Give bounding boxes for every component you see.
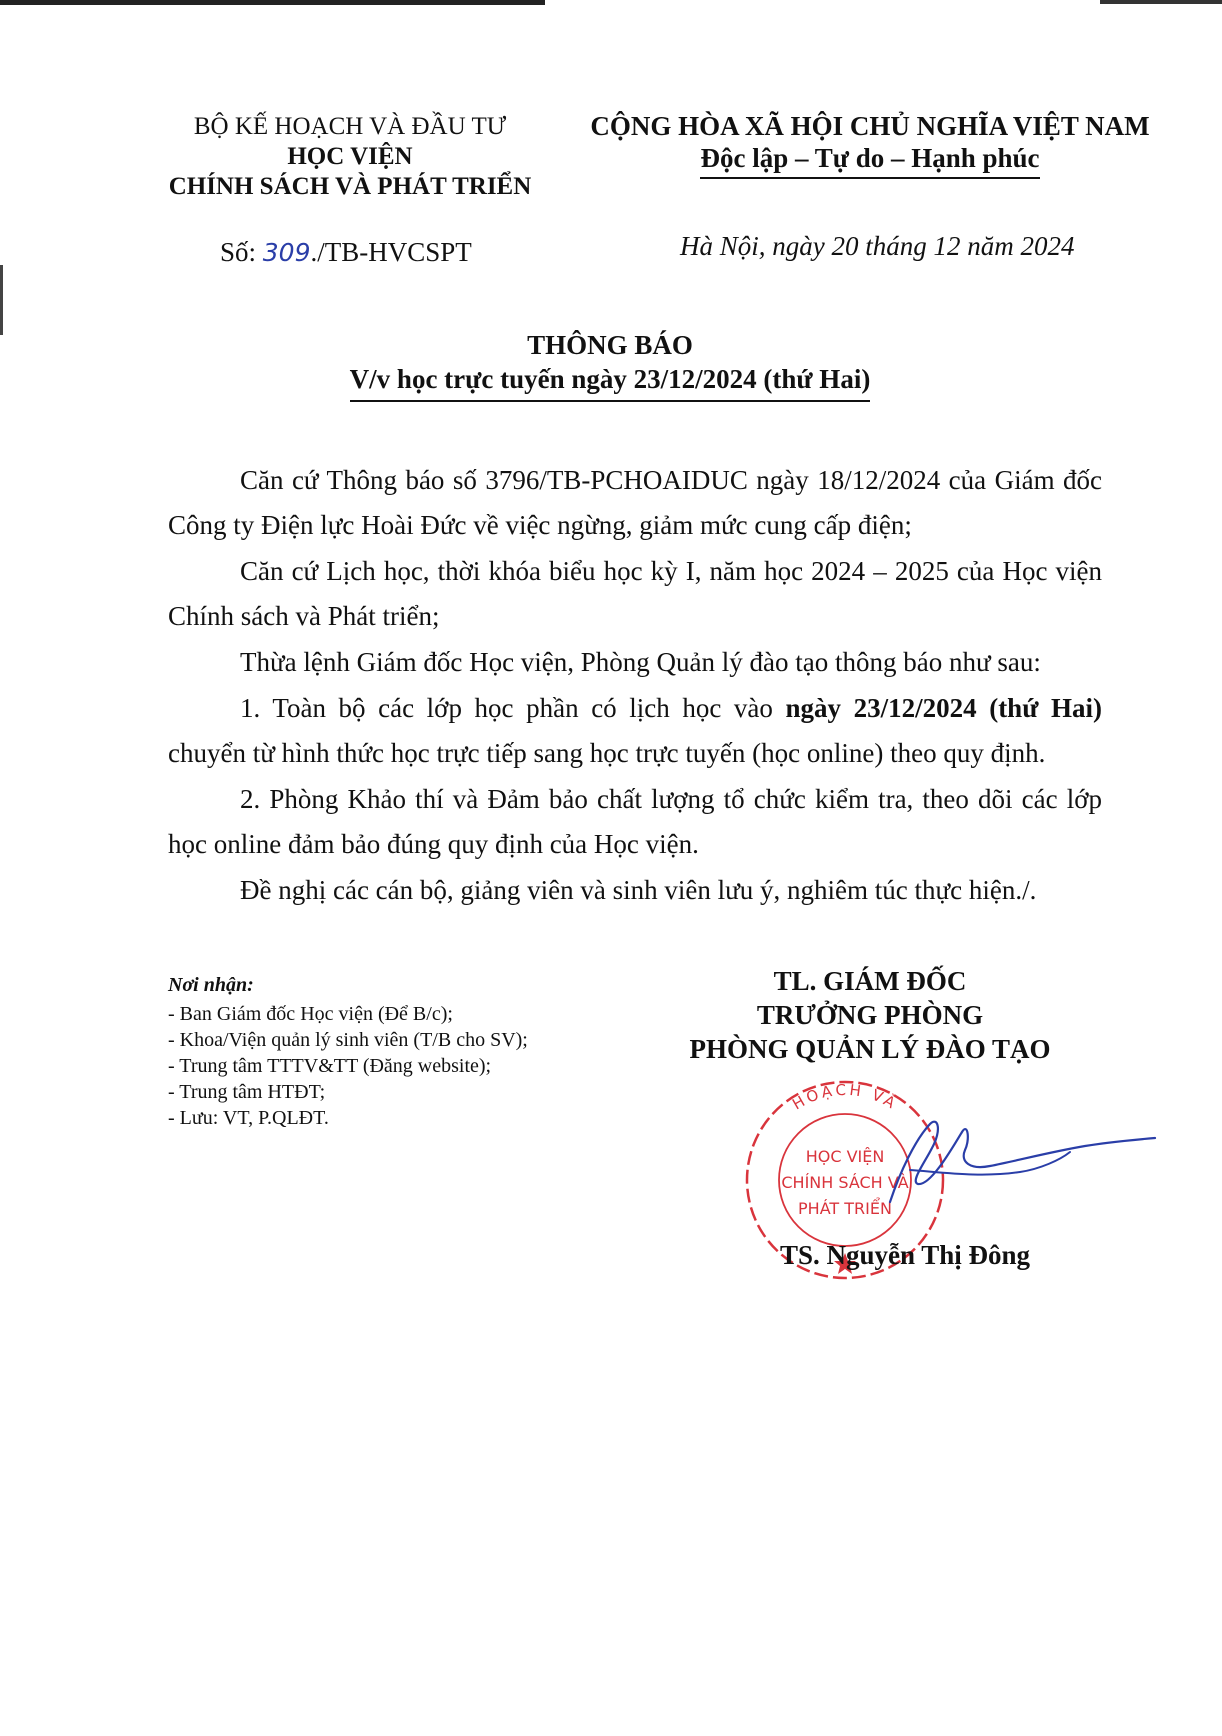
national-motto: Độc lập – Tự do – Hạnh phúc — [700, 142, 1039, 179]
doc-number-prefix: Số: — [220, 237, 263, 267]
stamp-ring-text: HOẠCH VÀ — [789, 1080, 901, 1114]
notice-subject: V/v học trực tuyến ngày 23/12/2024 (thứ Hai) — [350, 362, 871, 402]
doc-number-handwritten: 309 — [262, 238, 311, 267]
scan-edge-top-right — [1100, 0, 1222, 4]
doc-number-suffix: ./TB-HVCSPT — [310, 237, 472, 267]
signature-title-block — [660, 964, 1080, 1066]
signer-name: TS. Nguyễn Thị Đông — [779, 1240, 1031, 1270]
ministry-name: BỘ KẾ HOẠCH VÀ ĐẦU TƯ — [193, 113, 507, 140]
signature-line1: TL. GIÁM ĐỐC — [773, 966, 967, 996]
scan-edge-top-left — [0, 0, 545, 5]
issue-date: Hà Nội, ngày 20 tháng 12 năm 2024 — [680, 231, 1075, 261]
notice-title: THÔNG BÁO — [527, 330, 693, 360]
recipient-item: - Ban Giám đốc Học viện (Để B/c); — [168, 1003, 453, 1025]
body-paragraph: Căn cứ Thông báo số 3796/TB-PCHOAIDUC ngày 18/12/2024 của Giám đốc Công ty Điện lực Hoài Đức về việc ngừng, giảm mức cung cấp điện; — [168, 465, 1102, 540]
notice-title-block — [200, 328, 1020, 402]
institute-name-line2: CHÍNH SÁCH VÀ PHÁT TRIỂN — [168, 173, 532, 200]
nation-name: CỘNG HÒA XÃ HỘI CHỦ NGHĨA VIỆT NAM — [590, 111, 1150, 141]
item1-text-end: chuyển từ hình thức học trực tiếp sang học trực tuyến (học online) theo quy định. — [168, 738, 1046, 768]
recipient-item: - Trung tâm TTTV&TT (Đăng website); — [168, 1055, 492, 1077]
scan-edge-left — [0, 265, 3, 335]
institute-name-line1: HỌC VIỆN — [287, 143, 413, 170]
recipients-title: Nơi nhận: — [168, 974, 254, 996]
handwritten-signature — [870, 1112, 1160, 1212]
recipients-block — [168, 972, 528, 1131]
signature-line3: PHÒNG QUẢN LÝ ĐÀO TẠO — [689, 1034, 1051, 1064]
svg-text:HOẠCH VÀ — [789, 1081, 901, 1114]
body-paragraph: Đề nghị các cán bộ, giảng viên và sinh viên lưu ý, nghiêm túc thực hiện./. — [240, 875, 1037, 905]
recipient-item: - Lưu: VT, P.QLĐT. — [168, 1107, 329, 1129]
item1-text-start: 1. Toàn bộ các lớp học phần có lịch học vào — [240, 693, 786, 723]
recipient-item: - Khoa/Viện quản lý sinh viên (T/B cho SV); — [168, 1029, 528, 1051]
stamp-line2: CHÍNH SÁCH VÀ — [781, 1173, 909, 1192]
document-number — [220, 237, 472, 268]
issuer-block — [150, 112, 550, 202]
body-paragraph — [168, 686, 1102, 776]
notice-body — [168, 458, 1102, 913]
national-header — [570, 110, 1170, 179]
body-paragraph: Thừa lệnh Giám đốc Học viện, Phòng Quản lý đào tạo thông báo như sau: — [240, 647, 1041, 677]
body-paragraph: Căn cứ Lịch học, thời khóa biểu học kỳ I, năm học 2024 – 2025 của Học viện Chính sách và Phát triển; — [168, 556, 1102, 631]
stamp-line3: PHÁT TRIỂN — [798, 1199, 892, 1218]
recipient-item: - Trung tâm HTĐT; — [168, 1081, 326, 1103]
stamp-line1: HỌC VIỆN — [805, 1147, 885, 1166]
item1-date-bold: ngày 23/12/2024 (thứ Hai) — [785, 693, 1102, 723]
signature-line2: TRƯỞNG PHÒNG — [756, 1000, 984, 1030]
body-paragraph: 2. Phòng Khảo thí và Đảm bảo chất lượng tổ chức kiểm tra, theo dõi các lớp học online đảm bảo đúng quy định của Học viện. — [168, 784, 1102, 859]
